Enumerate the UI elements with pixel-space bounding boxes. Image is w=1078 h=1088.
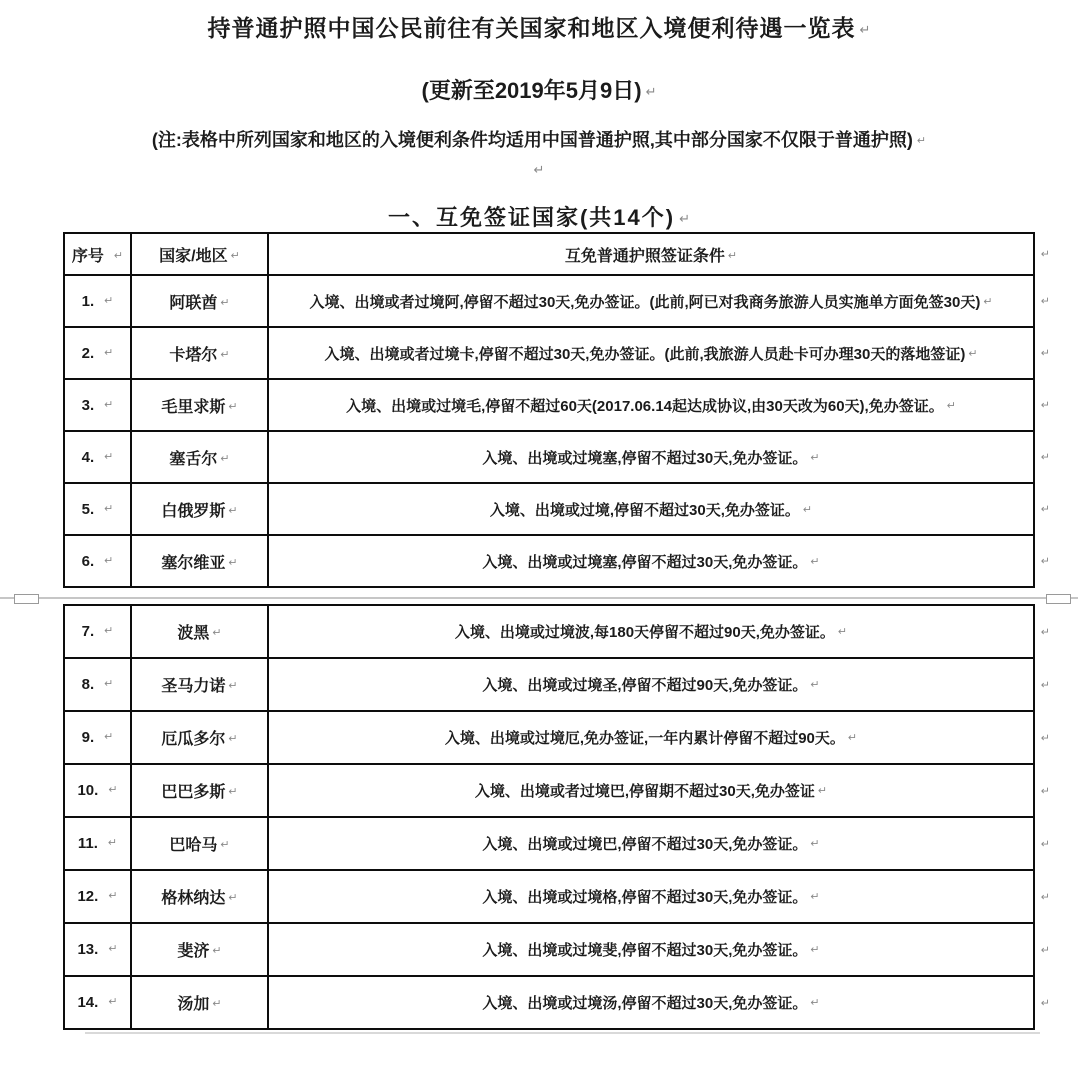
paragraph-mark-icon: ↵ xyxy=(228,892,238,904)
condition-cell xyxy=(268,976,1050,1029)
condition-cell xyxy=(268,275,1050,327)
cell-text: 8. xyxy=(81,676,95,693)
country-cell xyxy=(131,327,268,379)
end-of-row-mark-icon: ↵ xyxy=(1040,248,1050,261)
cell-text: 入境、出境或过境汤,停留不超过30天,免办签证。 xyxy=(482,995,808,1012)
country-cell xyxy=(131,923,268,976)
page-break-right-handle xyxy=(1046,594,1071,604)
paragraph-mark-icon: ↵ xyxy=(104,346,114,359)
table-row xyxy=(64,327,1034,379)
cell-text: 入境、出境或过境,停留不超过30天,免办签证。 xyxy=(489,501,800,519)
row-number-cell xyxy=(64,275,131,327)
cell-text: 11. xyxy=(77,835,98,852)
visa-table-page2 xyxy=(63,604,1050,1030)
paragraph-mark-icon: ↵ xyxy=(983,295,993,308)
paragraph-mark-icon: ↵ xyxy=(679,211,691,226)
section-heading-text: 一、互免签证国家(共14个) xyxy=(387,205,676,230)
condition-cell xyxy=(268,431,1050,483)
row-number-cell xyxy=(64,327,131,379)
paragraph-mark-icon: ↵ xyxy=(645,84,657,99)
end-of-row-mark-icon: ↵ xyxy=(1040,451,1050,464)
cell-text: 13. xyxy=(77,941,99,958)
cell-text: 1. xyxy=(81,292,95,310)
table-header-row xyxy=(64,233,1034,275)
cell-text: 圣马力诺 xyxy=(161,678,226,695)
cell-text: 入境、出境或者过境阿,停留不超过30天,免办签证。(此前,阿已对我商务旅游人员实施单方面免签30天) xyxy=(309,293,981,311)
cell-text: 波黑 xyxy=(177,625,210,642)
paragraph-mark-icon: ↵ xyxy=(810,555,820,568)
cell-text: 入境、出境或过境厄,免办签证,一年内累计停留不超过90天。 xyxy=(444,730,845,747)
row-number-cell xyxy=(64,535,131,587)
header-text: 互免普通护照签证条件 xyxy=(564,247,725,265)
header-text: 序号 xyxy=(71,247,104,265)
cell-text: 12. xyxy=(77,888,99,905)
cell-text: 塞尔维亚 xyxy=(161,554,226,572)
paragraph-mark-icon: ↵ xyxy=(212,998,222,1010)
paragraph-mark-icon: ↵ xyxy=(104,398,114,411)
paragraph-mark-icon: ↵ xyxy=(810,944,820,956)
table-row xyxy=(64,764,1034,817)
cell-text: 入境、出境或过境圣,停留不超过90天,免办签证。 xyxy=(482,677,808,694)
cell-text: 入境、出境或者过境巴,停留期不超过30天,免办签证 xyxy=(474,783,815,800)
condition-cell xyxy=(268,870,1050,923)
condition-cell xyxy=(268,764,1050,817)
paragraph-mark-icon: ↵ xyxy=(968,347,978,360)
paragraph-mark-icon: ↵ xyxy=(847,732,858,744)
header-text: 国家/地区 xyxy=(159,247,228,265)
cell-text: 入境、出境或过境巴,停留不超过30天,免办签证。 xyxy=(482,836,808,853)
end-of-row-mark-icon: ↵ xyxy=(1040,555,1050,568)
paragraph-mark-icon: ↵ xyxy=(104,625,114,637)
cell-text: 5. xyxy=(81,500,95,518)
country-cell xyxy=(131,711,268,764)
cell-text: 阿联酋 xyxy=(169,294,218,312)
paragraph-mark-icon: ↵ xyxy=(228,556,238,569)
cell-text: 入境、出境或者过境卡,停留不超过30天,免办签证。(此前,我旅游人员赴卡可办理30天的落地签证) xyxy=(324,345,966,363)
table-row xyxy=(64,535,1034,587)
cell-text: 入境、出境或过境斐,停留不超过30天,免办签证。 xyxy=(482,942,808,959)
row-number-cell xyxy=(64,976,131,1029)
cell-text: 汤加 xyxy=(177,996,210,1013)
section-heading xyxy=(0,204,1078,232)
cell-text: 入境、出境或过境塞,停留不超过30天,免办签证。 xyxy=(482,449,808,467)
end-of-row-mark-icon: ↵ xyxy=(1040,679,1050,691)
table-row xyxy=(64,379,1034,431)
end-of-row-mark-icon: ↵ xyxy=(1040,295,1050,308)
cell-text: 7. xyxy=(81,623,95,640)
table-row xyxy=(64,658,1034,711)
cell-text: 卡塔尔 xyxy=(169,346,218,364)
header-cell-condition xyxy=(268,233,1050,275)
paragraph-mark-icon: ↵ xyxy=(212,627,222,639)
cell-text: 入境、出境或过境毛,停留不超过60天(2017.06.14起达成协议,由30天改为60天),免办签证。 xyxy=(346,397,944,415)
page-title xyxy=(0,0,1078,44)
cell-text: 3. xyxy=(81,396,95,414)
paragraph-mark-icon: ↵ xyxy=(104,502,114,515)
paragraph-mark-icon: ↵ xyxy=(220,348,230,361)
row-number-cell xyxy=(64,483,131,535)
country-cell xyxy=(131,483,268,535)
condition-cell xyxy=(268,535,1050,587)
country-cell xyxy=(131,535,268,587)
paragraph-mark-icon: ↵ xyxy=(228,680,238,692)
row-number-cell xyxy=(64,870,131,923)
paragraph-mark-icon: ↵ xyxy=(810,679,820,691)
cell-text: 斐济 xyxy=(177,943,210,960)
end-of-row-mark-icon: ↵ xyxy=(1040,997,1050,1009)
end-of-row-mark-icon: ↵ xyxy=(1040,785,1050,797)
end-of-row-mark-icon: ↵ xyxy=(1040,732,1050,744)
paragraph-mark-icon: ↵ xyxy=(113,249,124,262)
paragraph-mark-icon: ↵ xyxy=(220,452,230,465)
end-of-row-mark-icon: ↵ xyxy=(1040,399,1050,412)
cell-text: 毛里求斯 xyxy=(161,398,226,416)
paragraph-mark-icon: ↵ xyxy=(802,503,813,516)
paragraph-mark-icon: ↵ xyxy=(220,839,230,851)
table-row xyxy=(64,976,1034,1029)
country-cell xyxy=(131,379,268,431)
cell-text: 格林纳达 xyxy=(161,890,226,907)
paragraph-mark-icon: ↵ xyxy=(220,296,230,309)
cell-text: 厄瓜多尔 xyxy=(161,731,226,748)
end-of-row-mark-icon: ↵ xyxy=(1040,626,1050,638)
end-of-row-mark-icon: ↵ xyxy=(1040,838,1050,850)
paragraph-mark-icon: ↵ xyxy=(810,451,820,464)
paragraph-mark-icon: ↵ xyxy=(810,838,820,850)
empty-paragraph xyxy=(0,162,1078,180)
cell-text: 塞舌尔 xyxy=(169,450,218,468)
page-break-line xyxy=(0,597,1078,599)
country-cell xyxy=(131,870,268,923)
condition-cell xyxy=(268,658,1050,711)
end-of-row-mark-icon: ↵ xyxy=(1040,503,1050,516)
country-cell xyxy=(131,275,268,327)
condition-cell xyxy=(268,483,1050,535)
paragraph-mark-icon: ↵ xyxy=(104,294,114,307)
paragraph-mark-icon: ↵ xyxy=(228,400,238,413)
paragraph-mark-icon: ↵ xyxy=(533,162,545,177)
paragraph-mark-icon: ↵ xyxy=(104,450,114,463)
row-number-cell xyxy=(64,764,131,817)
paragraph-mark-icon: ↵ xyxy=(107,837,118,849)
condition-cell xyxy=(268,605,1050,658)
paragraph-mark-icon: ↵ xyxy=(817,785,828,797)
paragraph-mark-icon: ↵ xyxy=(228,733,238,745)
note-line xyxy=(0,129,1078,152)
country-cell xyxy=(131,431,268,483)
row-number-cell xyxy=(64,431,131,483)
paragraph-mark-icon: ↵ xyxy=(946,399,956,412)
paragraph-mark-icon: ↵ xyxy=(108,784,118,796)
paragraph-mark-icon: ↵ xyxy=(108,996,118,1008)
cell-text: 9. xyxy=(81,729,95,746)
cell-text: 6. xyxy=(81,552,95,570)
table-row xyxy=(64,817,1034,870)
condition-cell xyxy=(268,379,1050,431)
note-text: (注:表格中所列国家和地区的入境便利条件均适用中国普通护照,其中部分国家不仅限于普通护照) xyxy=(151,130,913,150)
cell-text: 入境、出境或过境塞,停留不超过30天,免办签证。 xyxy=(482,553,808,571)
paragraph-mark-icon: ↵ xyxy=(108,943,118,955)
condition-cell xyxy=(268,327,1050,379)
paragraph-mark-icon: ↵ xyxy=(916,135,927,147)
table-row xyxy=(64,711,1034,764)
row-number-cell xyxy=(64,379,131,431)
cell-text: 入境、出境或过境格,停留不超过30天,免办签证。 xyxy=(482,889,808,906)
cell-text: 巴哈马 xyxy=(169,837,218,854)
table-bottom-shadow xyxy=(85,1032,1040,1034)
paragraph-mark-icon: ↵ xyxy=(810,891,820,903)
paragraph-mark-icon: ↵ xyxy=(859,22,871,37)
header-cell-no xyxy=(64,233,131,275)
update-date-text: (更新至2019年5月9日) xyxy=(421,78,642,103)
condition-cell xyxy=(268,817,1050,870)
country-cell xyxy=(131,658,268,711)
paragraph-mark-icon: ↵ xyxy=(230,249,240,262)
visa-table-page1 xyxy=(63,232,1050,588)
end-of-row-mark-icon: ↵ xyxy=(1040,944,1050,956)
paragraph-mark-icon: ↵ xyxy=(108,890,118,902)
table-row xyxy=(64,431,1034,483)
table-row xyxy=(64,605,1034,658)
update-date-line xyxy=(0,77,1078,105)
cell-text: 入境、出境或过境波,每180天停留不超过90天,免办签证。 xyxy=(454,624,835,641)
end-of-row-mark-icon: ↵ xyxy=(1040,891,1050,903)
table-row xyxy=(64,275,1034,327)
country-cell xyxy=(131,817,268,870)
country-cell xyxy=(131,976,268,1029)
paragraph-mark-icon: ↵ xyxy=(104,554,114,567)
table-row xyxy=(64,870,1034,923)
row-number-cell xyxy=(64,605,131,658)
header-cell-country xyxy=(131,233,268,275)
row-number-cell xyxy=(64,817,131,870)
row-number-cell xyxy=(64,923,131,976)
condition-cell xyxy=(268,711,1050,764)
page-title-text: 持普通护照中国公民前往有关国家和地区入境便利待遇一览表 xyxy=(207,15,856,41)
cell-text: 巴巴多斯 xyxy=(161,784,226,801)
paragraph-mark-icon: ↵ xyxy=(837,626,848,638)
paragraph-mark-icon: ↵ xyxy=(104,731,114,743)
end-of-row-mark-icon: ↵ xyxy=(1040,347,1050,360)
row-number-cell xyxy=(64,711,131,764)
cell-text: 4. xyxy=(81,448,95,466)
country-cell xyxy=(131,764,268,817)
paragraph-mark-icon: ↵ xyxy=(228,504,238,517)
paragraph-mark-icon: ↵ xyxy=(228,786,238,798)
table-row xyxy=(64,483,1034,535)
paragraph-mark-icon: ↵ xyxy=(810,997,820,1009)
cell-text: 10. xyxy=(77,782,99,799)
paragraph-mark-icon: ↵ xyxy=(727,249,738,262)
paragraph-mark-icon: ↵ xyxy=(104,678,114,690)
page-break-left-handle xyxy=(14,594,39,604)
paragraph-mark-icon: ↵ xyxy=(212,945,222,957)
row-number-cell xyxy=(64,658,131,711)
table-row xyxy=(64,923,1034,976)
condition-cell xyxy=(268,923,1050,976)
cell-text: 白俄罗斯 xyxy=(161,502,226,520)
page-break xyxy=(0,588,1078,604)
cell-text: 14. xyxy=(77,994,99,1011)
cell-text: 2. xyxy=(81,344,95,362)
country-cell xyxy=(131,605,268,658)
